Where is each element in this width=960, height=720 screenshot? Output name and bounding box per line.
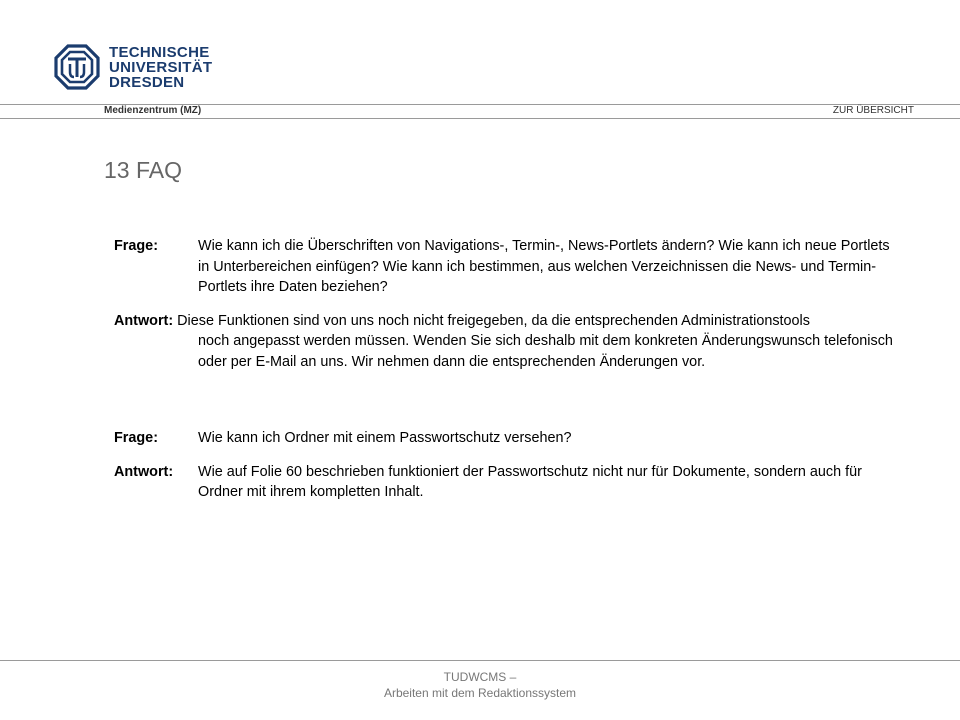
footer-line-1: TUDWCMS – — [443, 670, 517, 684]
answer-row — [114, 462, 904, 503]
question-text: Wie kann ich Ordner mit einem Passwortschutz versehen? — [198, 430, 572, 446]
page-title: 13 FAQ — [104, 157, 182, 183]
tu-dresden-logo — [54, 44, 212, 90]
footer — [0, 669, 960, 701]
answer-text: Wie auf Folie 60 beschrieben funktioniert der Passwortschutz nicht nur für Dokumente, sondern auch für Ordner mit ihrem kompletten Inhalt. — [198, 463, 862, 500]
tu-dresden-emblem-icon — [54, 44, 100, 90]
question-row — [114, 236, 904, 298]
logo-line-2: UNIVERSITÄT — [109, 58, 213, 76]
department-label: Medienzentrum (MZ) — [104, 105, 202, 116]
answer-text: noch angepasst werden müssen. Wenden Sie sich deshalb mit dem konkreten Änderungswunsch telefonisch oder per E-Mail an uns. Wir nehmen dann die entsprechenden Änderungen vor. — [198, 333, 893, 370]
faq-item — [114, 428, 904, 503]
footer-line-2: Arbeiten mit dem Redaktionssystem — [383, 686, 577, 700]
answer-text-first-line: Diese Funktionen sind von uns noch nicht freigegeben, da die entsprechenden Administrationstools — [177, 312, 810, 329]
logo-line-3: DRESDEN — [109, 73, 185, 91]
question-text: Wie kann ich die Überschriften von Navigations-, Termin-, News-Portlets ändern? Wie kann ich neue Portlets in Unterbereichen einfügen? Wie kann ich bestimmen, aus welchen Verzeichnissen die News- und Termin-Portlets ihre Daten beziehen? — [198, 238, 890, 295]
logo-line-1: TECHNISCHE — [109, 43, 210, 61]
answer-label: Antwort: — [114, 312, 174, 329]
logo-wordmark — [109, 45, 212, 90]
answer-row — [114, 311, 904, 332]
question-label: Frage: — [114, 430, 158, 446]
faq-item — [114, 236, 904, 372]
question-row — [114, 428, 904, 449]
answer-label: Antwort: — [114, 463, 174, 480]
footer-divider — [0, 660, 960, 661]
overview-link[interactable]: ZUR ÜBERSICHT — [832, 105, 914, 116]
question-label: Frage: — [114, 238, 158, 254]
